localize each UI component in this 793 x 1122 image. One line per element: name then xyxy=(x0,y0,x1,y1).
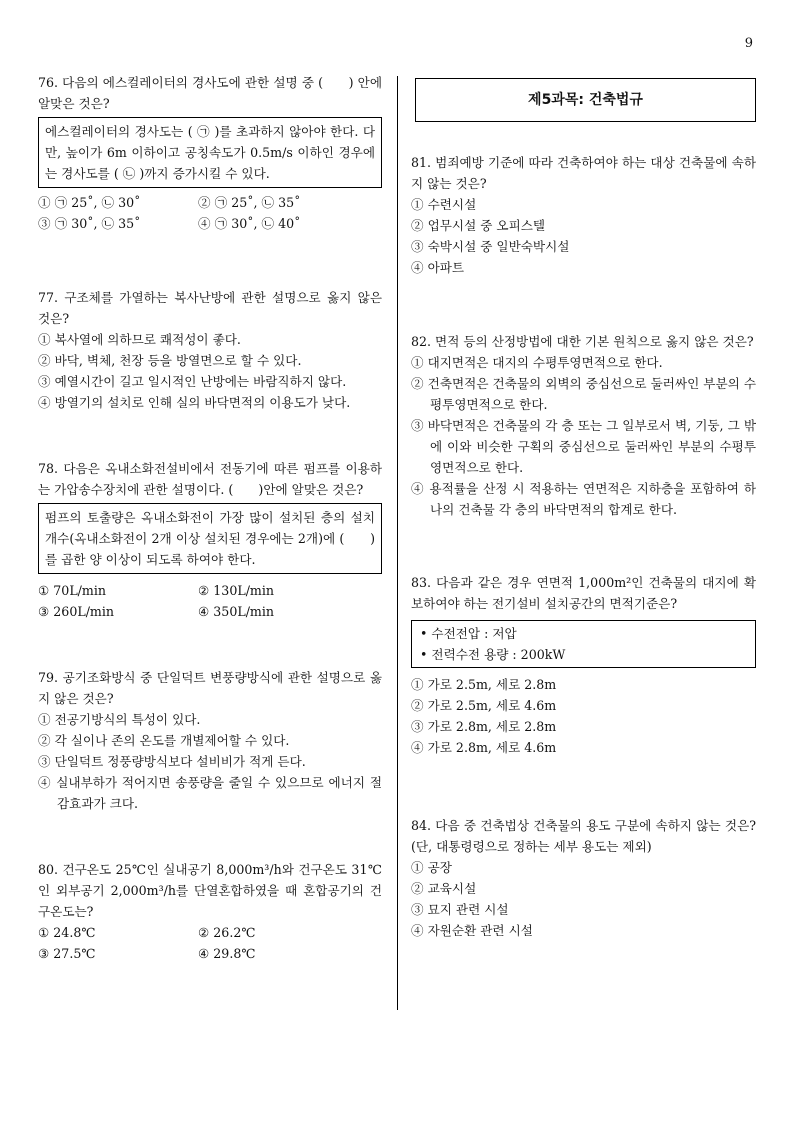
question-stem: 76. 다음의 에스컬레이터의 경사도에 관한 설명 중 ( ) 안에 알맞은 것은? xyxy=(38,75,382,111)
option-3[interactable]: ③ 예열시간이 길고 일시적인 난방에는 바람직하지 않다. xyxy=(38,374,347,389)
option-4[interactable]: ④ 실내부하가 적어지면 송풍량을 줄일 수 있으므로 에너지 절감효과가 크다. xyxy=(38,775,382,811)
question-83 xyxy=(411,572,756,758)
options xyxy=(38,922,382,964)
option-1[interactable]: ① 24.8℃ xyxy=(38,925,96,940)
option-4[interactable]: ④ 아파트 xyxy=(411,260,465,275)
subject-header: 제5과목: 건축법규 xyxy=(415,78,756,122)
question-82 xyxy=(411,331,756,520)
option-3[interactable]: ③ 숙박시설 중 일반숙박시설 xyxy=(411,239,570,254)
question-stem: 84. 다음 중 건축법상 건축물의 용도 구분에 속하지 않는 것은? (단, 대통령령으로 정하는 세부 용도는 제외) xyxy=(411,818,756,854)
option-1[interactable]: ① 공장 xyxy=(411,860,452,875)
option-2[interactable]: ② 교육시설 xyxy=(411,881,477,896)
option-1[interactable]: ① 가로 2.5m, 세로 2.8m xyxy=(411,677,557,692)
condition-box xyxy=(411,620,756,668)
question-stem: 83. 다음과 같은 경우 연면적 1,000m²인 건축물의 대지에 확보하여야 하는 전기설비 설치공간의 면적기준은? xyxy=(411,575,756,611)
option-2[interactable]: ② 각 실이나 존의 온도를 개별제어할 수 있다. xyxy=(38,733,290,748)
option-3[interactable]: ③ ㉠ 30˚, ㉡ 35˚ xyxy=(38,216,141,231)
left-column xyxy=(38,72,382,964)
options xyxy=(38,580,382,622)
question-79 xyxy=(38,667,382,814)
option-1[interactable]: ① 70L/min xyxy=(38,583,107,598)
option-4[interactable]: ④ 가로 2.8m, 세로 4.6m xyxy=(411,740,557,755)
question-84 xyxy=(411,815,756,941)
option-3[interactable]: ③ 가로 2.8m, 세로 2.8m xyxy=(411,719,557,734)
condition-item: • 전력수전 용량 : 200kW xyxy=(420,647,566,662)
option-4[interactable]: ④ 350L/min xyxy=(198,604,275,619)
option-4[interactable]: ④ 용적률을 산정 시 적용하는 연면적은 지하층을 포함하여 하나의 건축물 각 층의 바닥면적의 합계로 한다. xyxy=(411,481,756,517)
option-1[interactable]: ① 대지면적은 대지의 수평투영면적으로 한다. xyxy=(411,355,663,370)
option-1[interactable]: ① 복사열에 의하므로 쾌적성이 좋다. xyxy=(38,332,241,347)
question-78 xyxy=(38,458,382,622)
question-stem: 78. 다음은 옥내소화전설비에서 전동기에 따른 펌프를 이용하는 가압송수장치에 관한 설명이다. ( )안에 알맞은 것은? xyxy=(38,461,382,497)
question-box: 에스컬레이터의 경사도는 ( ㉠ )를 초과하지 않아야 한다. 다만, 높이가 6m 이하이고 공칭속도가 0.5m/s 이하인 경우에는 경사도를 ( ㉡ )까지 증가시킬 수 있다. xyxy=(38,117,382,188)
option-3[interactable]: ③ 묘지 관련 시설 xyxy=(411,902,509,917)
question-81 xyxy=(411,152,756,278)
option-3[interactable]: ③ 27.5℃ xyxy=(38,946,96,961)
option-2[interactable]: ② 26.2℃ xyxy=(198,925,256,940)
option-3[interactable]: ③ 260L/min xyxy=(38,604,115,619)
question-stem: 81. 범죄예방 기준에 따라 건축하여야 하는 대상 건축물에 속하지 않는 것은? xyxy=(411,155,756,191)
option-4[interactable]: ④ 방열기의 설치로 인해 실의 바닥면적의 이용도가 낮다. xyxy=(38,395,351,410)
option-2[interactable]: ② 바닥, 벽체, 천장 등을 방열면으로 할 수 있다. xyxy=(38,353,302,368)
question-stem: 77. 구조체를 가열하는 복사난방에 관한 설명으로 옳지 않은 것은? xyxy=(38,290,382,326)
option-1[interactable]: ① 전공기방식의 특성이 있다. xyxy=(38,712,201,727)
option-1[interactable]: ① 수련시설 xyxy=(411,197,477,212)
option-2[interactable]: ② ㉠ 25˚, ㉡ 35˚ xyxy=(198,195,301,210)
option-2[interactable]: ② 건축면적은 건축물의 외벽의 중심선으로 둘러싸인 부분의 수평투영면적으로 한다. xyxy=(411,376,756,412)
question-stem: 80. 건구온도 25℃인 실내공기 8,000m³/h와 건구온도 31℃인 외부공기 2,000m³/h를 단열혼합하였을 때 혼합공기의 건구온도는? xyxy=(38,862,382,919)
question-77 xyxy=(38,287,382,413)
option-4[interactable]: ④ 29.8℃ xyxy=(198,946,256,961)
question-stem: 82. 면적 등의 산정방법에 대한 기본 원칙으로 옳지 않은 것은? xyxy=(411,334,754,349)
option-2[interactable]: ② 업무시설 중 오피스텔 xyxy=(411,218,546,233)
option-2[interactable]: ② 130L/min xyxy=(198,583,275,598)
question-box: 펌프의 토출량은 옥내소화전이 가장 많이 설치된 층의 설치개수(옥내소화전이 2개 이상 설치된 경우에는 2개)에 ( )를 곱한 양 이상이 되도록 하여야 한다. xyxy=(38,503,382,574)
option-3[interactable]: ③ 바닥면적은 건축물의 각 층 또는 그 일부로서 벽, 기둥, 그 밖에 이와 비슷한 구획의 중심선으로 둘러싸인 부분의 수평투영면적으로 한다. xyxy=(411,418,756,475)
option-3[interactable]: ③ 단일덕트 정풍량방식보다 설비비가 적게 든다. xyxy=(38,754,306,769)
condition-item: • 수전전압 : 저압 xyxy=(420,626,517,641)
option-4[interactable]: ④ ㉠ 30˚, ㉡ 40˚ xyxy=(198,216,301,231)
right-column xyxy=(411,72,756,941)
option-2[interactable]: ② 가로 2.5m, 세로 4.6m xyxy=(411,698,557,713)
options xyxy=(38,192,382,234)
page-number: 9 xyxy=(744,36,753,51)
option-4[interactable]: ④ 자원순환 관련 시설 xyxy=(411,923,533,938)
question-80 xyxy=(38,859,382,964)
option-1[interactable]: ① ㉠ 25˚, ㉡ 30˚ xyxy=(38,195,141,210)
column-divider xyxy=(397,76,398,1010)
question-76 xyxy=(38,72,382,234)
question-stem: 79. 공기조화방식 중 단일덕트 변풍량방식에 관한 설명으로 옳지 않은 것은? xyxy=(38,670,382,706)
